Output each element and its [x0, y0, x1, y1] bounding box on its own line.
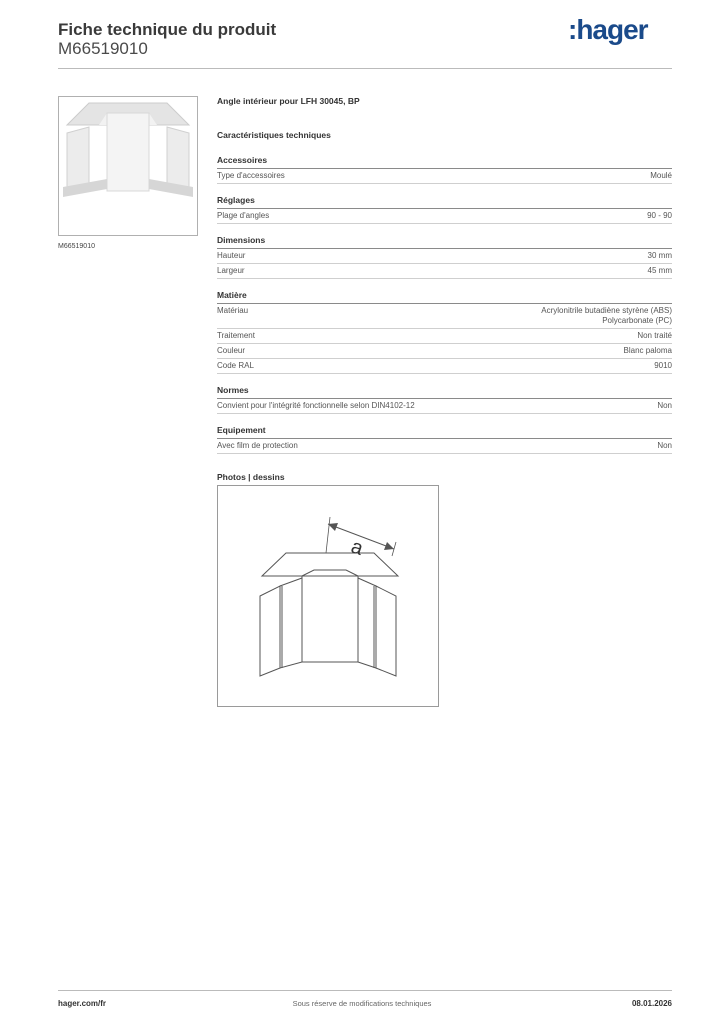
spec-value	[650, 171, 672, 181]
spec-value	[624, 346, 672, 356]
footer-notice: Sous réserve de modifications techniques	[292, 999, 432, 1008]
spec-value-line: Moulé	[650, 171, 672, 180]
spec-label: Couleur	[217, 346, 246, 355]
spec-label: Convient pour l'intégrité fonctionnelle selon DIN4102-12	[217, 401, 415, 410]
product-code: M66519010	[58, 39, 148, 58]
technical-drawing-graphic	[218, 486, 438, 706]
spec-value	[647, 211, 672, 221]
spec-value-line: Acrylonitrile butadiène styrène (ABS)	[541, 306, 672, 315]
spec-value	[657, 441, 672, 451]
section-title: Matière	[217, 290, 672, 304]
spec-value	[648, 251, 672, 261]
brand-name: hager	[576, 14, 648, 45]
spec-value-line: 45 mm	[647, 266, 672, 275]
spec-value-line: 90 - 90	[647, 211, 672, 220]
spec-row	[217, 249, 672, 264]
hager-logo: :hager	[568, 14, 648, 45]
spec-value-line: Blanc paloma	[623, 346, 672, 355]
spec-row	[217, 439, 672, 454]
header-divider	[58, 68, 672, 69]
spec-row	[217, 399, 672, 414]
dimension-label: a	[348, 535, 366, 560]
spec-row	[217, 344, 672, 359]
section-title: Réglages	[217, 195, 672, 209]
footer-date: 08.01.2026	[631, 999, 672, 1008]
spec-value-line: Polycarbonate (PC)	[602, 316, 672, 325]
spec-label: Plage d'angles	[217, 211, 270, 220]
footer-website-link[interactable]: hager.com/fr	[58, 999, 107, 1008]
spec-section	[217, 425, 672, 454]
spec-label: Avec film de protection	[217, 441, 298, 450]
spec-label: Traitement	[217, 331, 255, 340]
technical-drawing	[217, 485, 439, 707]
spec-row	[217, 304, 672, 329]
spec-label: Hauteur	[217, 251, 246, 260]
spec-value	[541, 306, 672, 326]
spec-value-line: Non	[657, 441, 672, 450]
spec-section	[217, 385, 672, 414]
spec-value-line: Non	[657, 401, 672, 410]
spec-label: Matériau	[217, 306, 249, 315]
spec-label: Code RAL	[217, 361, 254, 370]
product-photo-graphic	[59, 97, 197, 235]
page-title: Fiche technique du produit	[58, 20, 277, 39]
spec-row	[217, 359, 672, 374]
footer-divider	[58, 990, 672, 991]
spec-value-line: Non traité	[637, 331, 672, 340]
product-name: Angle intérieur pour LFH 30045, BP	[217, 96, 360, 106]
spec-section	[217, 195, 672, 224]
spec-section	[217, 290, 672, 374]
spec-value	[657, 401, 672, 411]
section-title: Equipement	[217, 425, 672, 439]
spec-section	[217, 155, 672, 184]
spec-content	[217, 96, 672, 482]
section-title: Accessoires	[217, 155, 672, 169]
photos-heading: Photos | dessins	[217, 472, 285, 482]
spec-row	[217, 264, 672, 279]
spec-row	[217, 209, 672, 224]
spec-row	[217, 169, 672, 184]
spec-section	[217, 235, 672, 279]
spec-value-line: 9010	[654, 361, 672, 370]
spec-value-line: 30 mm	[647, 251, 672, 260]
spec-label: Type d'accessoires	[217, 171, 285, 180]
product-photo	[58, 96, 198, 236]
spec-sections	[217, 155, 672, 454]
section-title: Normes	[217, 385, 672, 399]
spec-row	[217, 329, 672, 344]
spec-value	[637, 331, 672, 341]
product-photo-caption: M66519010	[58, 243, 95, 250]
section-title: Dimensions	[217, 235, 672, 249]
spec-label: Largeur	[217, 266, 245, 275]
spec-value	[648, 266, 672, 276]
tech-characteristics-heading: Caractéristiques techniques	[217, 130, 331, 140]
spec-value	[654, 361, 672, 371]
